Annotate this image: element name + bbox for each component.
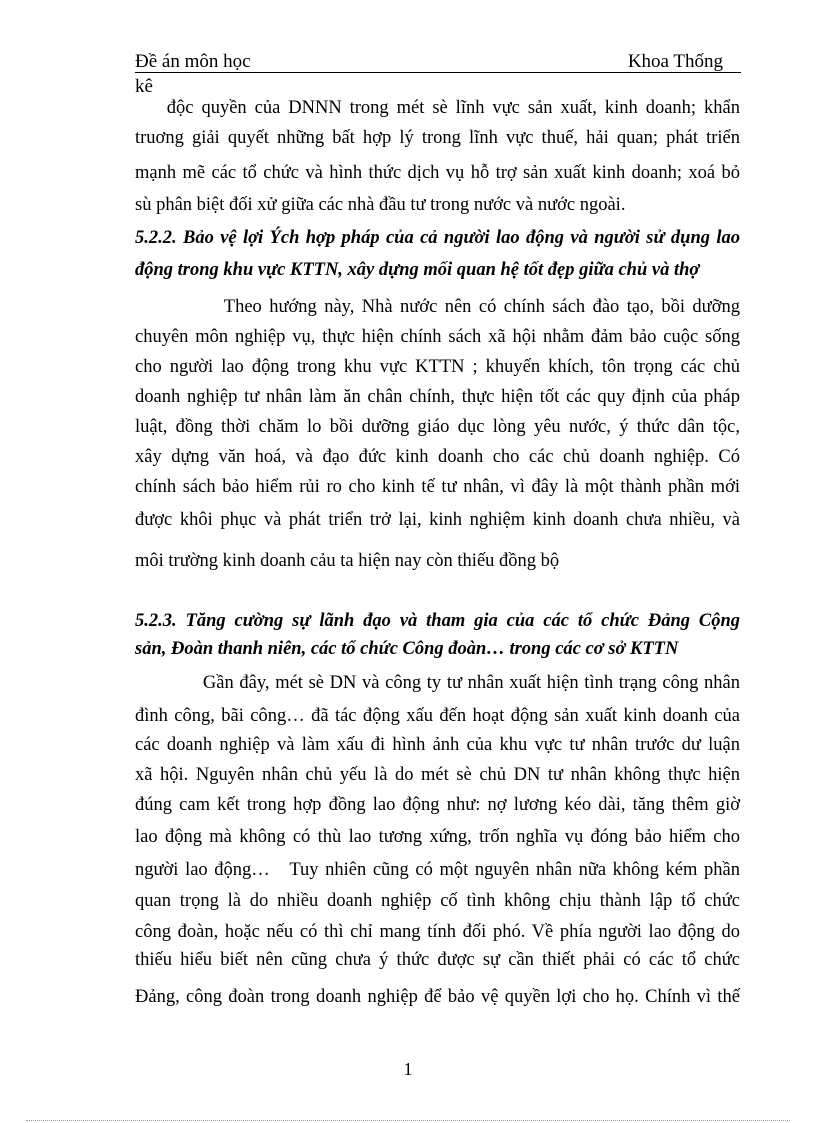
paragraph-line: được khôi phục và phát triển trở lại, kinh nghiệm kinh doanh chưa nhiều, và [135, 510, 740, 530]
section-heading-line: 5.2.3. Tăng cường sự lãnh đạo và tham gia của các tổ chức Đảng Cộng [135, 611, 740, 631]
paragraph-line: xây dựng văn hoá, và đạo đức kinh doanh cho các chủ doanh nghiệp. Có [135, 447, 740, 467]
paragraph-line: công đoàn, hoặc nếu có thì chỉ mang tính đối phó. Về phía người lao động do [135, 922, 740, 942]
header-faculty: Khoa Thống [627, 51, 723, 72]
section-heading-line: động trong khu vực KTTN, xây dựng mối quan hệ tốt đẹp giữa chủ và thợ [135, 260, 700, 280]
paragraph-line: môi trường kinh doanh cảu ta hiện nay còn thiếu đồng bộ [135, 551, 560, 571]
page-header [135, 50, 741, 74]
paragraph-line: truơng giải quyết những bất hợp lý trong lĩnh vực thuế, hải quan; phát triển [135, 128, 740, 148]
paragraph-line: thiếu hiểu biết nên cũng chưa ý thức được sự cần thiết phải có các tổ chức [135, 950, 740, 970]
section-heading-line: 5.2.2. Bảo vệ lợi Ých hợp pháp của cả người lao động và người sử dụng lao [135, 228, 740, 248]
paragraph-line: độc quyền của DNNN trong mét sè lĩnh vực sản xuất, kinh doanh; khẩn [135, 98, 740, 118]
paragraph-line: xã hội. Nguyên nhân chủ yếu là do mét sè chủ DN tư nhân không thực hiện [135, 765, 740, 785]
header-rule [135, 72, 741, 73]
section-heading-line: sản, Đoàn thanh niên, các tổ chức Công đoàn… trong các cơ sở KTTN [135, 639, 679, 659]
paragraph-line: sù phân biệt đối xử giữa các nhà đầu tư trong nước và nước ngoài. [135, 195, 626, 215]
paragraph-line: quan trọng là do nhiều doanh nghiệp cố tình không chịu thành lập tổ chức [135, 891, 740, 911]
paragraph-line: chuyên môn nghiệp vụ, thực hiện chính sách xã hội nhằm đảm bảo cuộc sống [135, 327, 740, 347]
paragraph-line: mạnh mẽ các tổ chức và hình thức dịch vụ hỗ trợ sản xuất kinh doanh; xoá bỏ [135, 163, 740, 183]
paragraph-line: lao động mà không có thù lao tương xứng, trốn nghĩa vụ đóng bảo hiểm cho [135, 827, 740, 847]
paragraph-line: đúng cam kết trong hợp đồng lao động như: nợ lương kéo dài, tăng thêm giờ [135, 795, 740, 815]
paragraph-line: người lao động… Tuy nhiên cũng có một nguyên nhân nữa không kém phần [135, 860, 740, 880]
paragraph-line: Đảng, công đoàn trong doanh nghiệp để bảo vệ quyền lợi cho họ. Chính vì thế [135, 987, 740, 1007]
paragraph-line: Theo hướng này, Nhà nước nên có chính sách đào tạo, bồi dưỡng [135, 297, 740, 317]
paragraph-line: cho người lao động trong khu vực KTTN ; khuyến khích, tôn trọng các chủ [135, 357, 740, 377]
page-boundary [26, 1120, 790, 1121]
paragraph-line: Gần đây, mét sè DN và công ty tư nhân xuất hiện tình trạng công nhân [135, 673, 740, 693]
header-course-title: Đề án môn học [135, 51, 251, 72]
paragraph-line: các doanh nghiệp và làm xấu đi hình ảnh của khu vực tư nhân trước dư luận [135, 735, 740, 755]
paragraph-line: luật, đồng thời chăm lo bồi dưỡng giáo dục lòng yêu nước, ý thức dân tộc, [135, 417, 740, 437]
paragraph-line: đình công, bãi công… đã tác động xấu đến hoạt động sản xuất kinh doanh của [135, 706, 740, 726]
paragraph-line: doanh nghiệp tư nhân làm ăn chân chính, thực hiện tốt các quy định của pháp [135, 387, 740, 407]
page-number: 1 [403, 1059, 413, 1079]
paragraph-line: chính sách bảo hiểm rủi ro cho kinh tế tư nhân, vì đây là một thành phần mới [135, 477, 740, 497]
header-faculty-continuation: kê [135, 76, 153, 97]
